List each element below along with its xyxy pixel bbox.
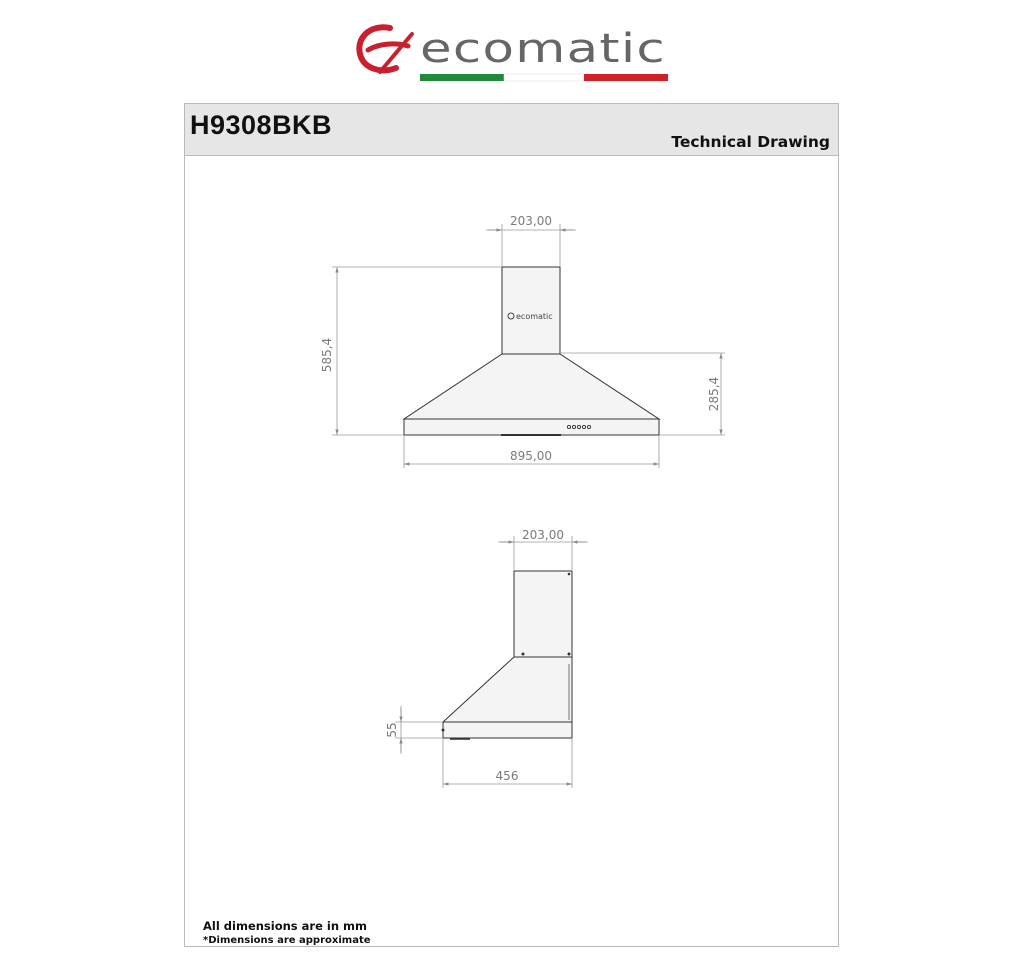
drawing-sheet <box>184 103 839 947</box>
flag-red-bar <box>584 74 668 81</box>
dim-side-depth <box>443 738 572 788</box>
ecomatic-logo <box>350 14 680 86</box>
model-number: H9308BKB <box>190 110 333 140</box>
dim-front-bottom-width-label: 895,00 <box>510 449 552 463</box>
dim-side-front-height-label: 55 <box>385 722 399 738</box>
side-canopy <box>443 657 572 722</box>
technical-drawing <box>185 104 840 948</box>
dim-front-canopy-height-label: 285,4 <box>707 376 721 412</box>
logo-wordmark: ecomatic <box>420 26 666 72</box>
dim-front-top-width <box>486 214 576 267</box>
front-view <box>320 214 725 468</box>
dim-side-depth-label: 456 <box>495 769 519 783</box>
front-chimney <box>502 267 560 354</box>
front-base <box>404 419 659 435</box>
dim-front-total-height-label: 585,4 <box>320 337 334 373</box>
flag-white-bar <box>504 74 584 81</box>
chimney-logo-text: ecomatic <box>516 312 553 321</box>
side-base <box>443 722 572 738</box>
units-note: All dimensions are in mm <box>203 919 367 933</box>
dim-front-bottom-width <box>404 435 659 468</box>
dim-side-front-height <box>385 706 443 754</box>
approximate-note: *Dimensions are approximate <box>203 935 371 946</box>
flag-green-bar <box>420 74 504 81</box>
side-view <box>385 528 588 788</box>
logo-swoosh-icon <box>359 27 396 70</box>
side-chimney <box>514 571 572 657</box>
dim-front-top-width-label: 203,00 <box>510 214 552 228</box>
front-canopy <box>404 354 659 419</box>
sheet-subtitle: Technical Drawing <box>671 133 830 151</box>
dim-side-top-width-label: 203,00 <box>522 528 564 542</box>
dim-side-top-width <box>498 528 588 571</box>
